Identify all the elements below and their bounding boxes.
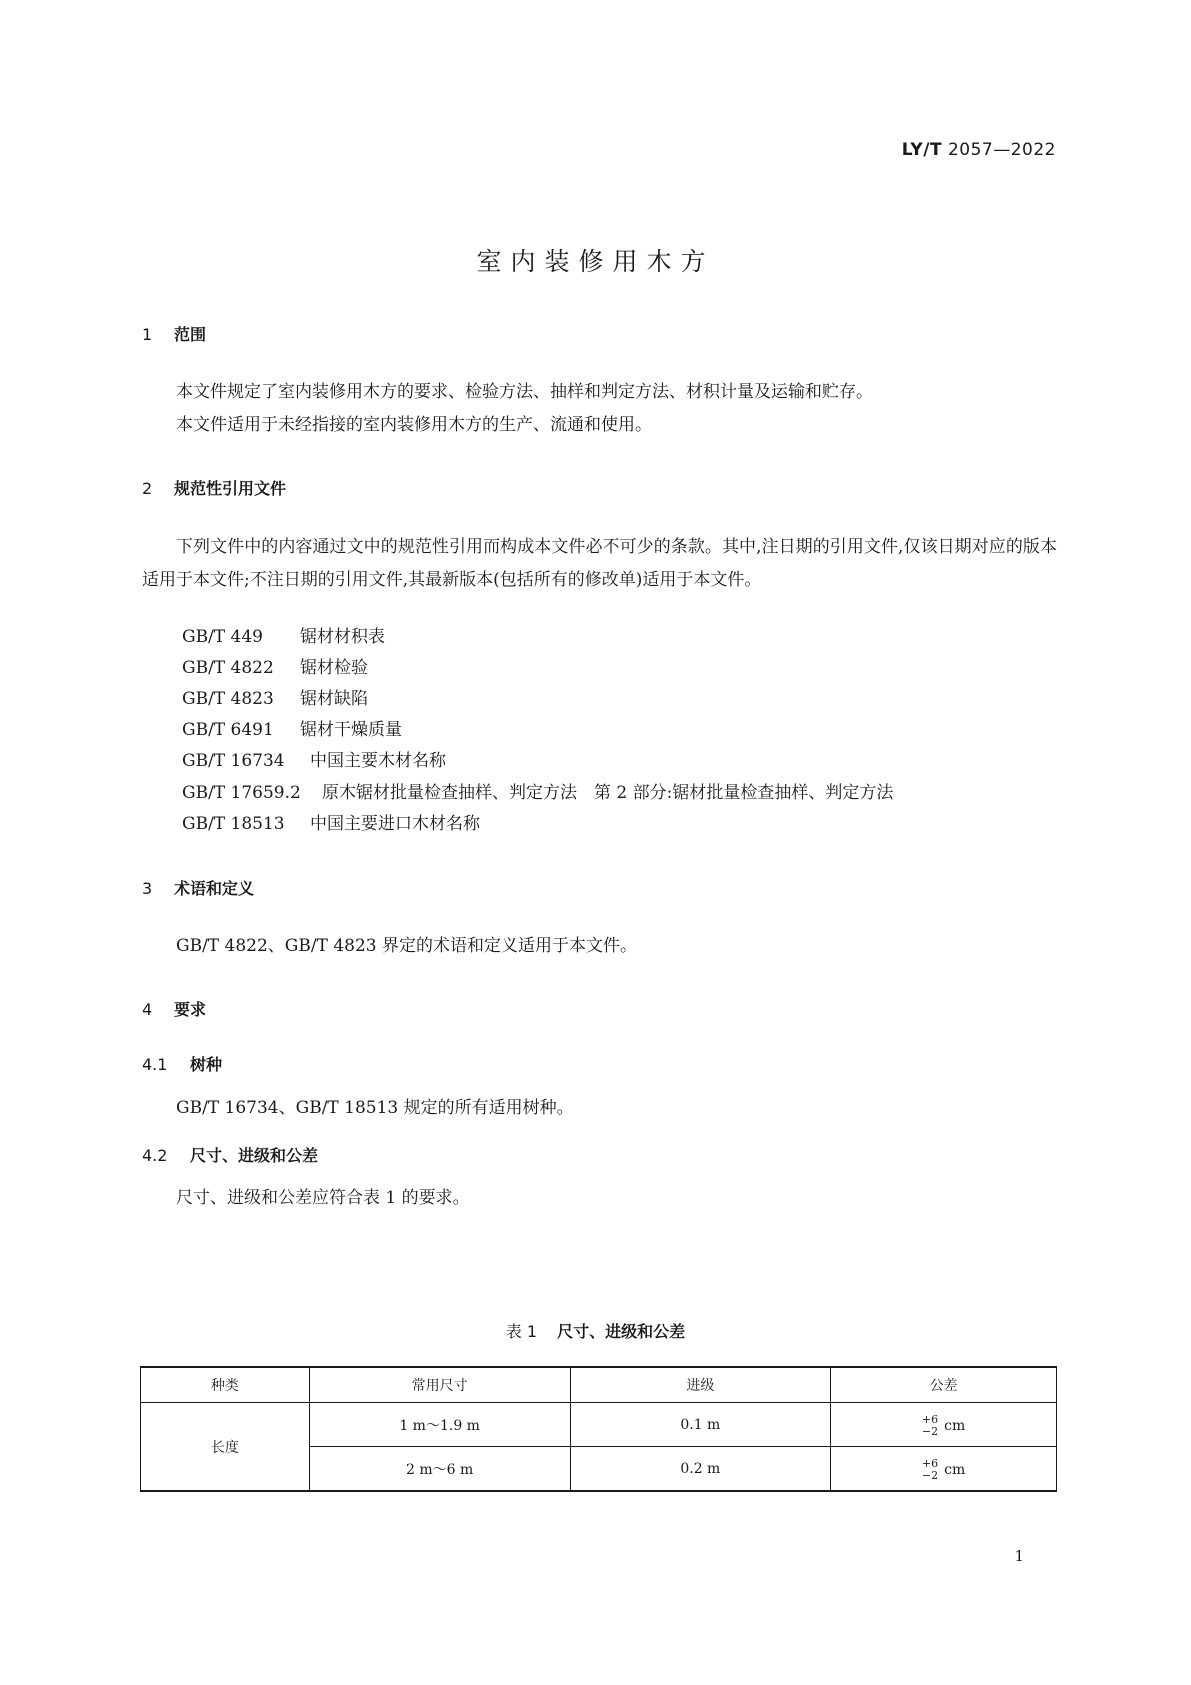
size-tolerance-table (140, 1366, 1057, 1492)
section-title: 要求 (174, 1000, 207, 1019)
tolerance-upper: +6 (921, 1457, 939, 1470)
section-2-heading (142, 476, 286, 499)
section-title: 术语和定义 (174, 879, 255, 898)
column-header: 种类 (141, 1367, 310, 1403)
section-number: 1 (142, 325, 153, 344)
document-title: 室内装修用木方 (476, 247, 715, 276)
subsection-4-1-heading (142, 1052, 222, 1075)
tolerance-upper: +6 (921, 1413, 939, 1426)
table-row (141, 1403, 1057, 1447)
column-header: 常用尺寸 (309, 1367, 570, 1403)
reference-name: 中国主要进口木材名称 (310, 814, 480, 834)
section-number: 3 (142, 879, 153, 898)
reference-item (182, 778, 893, 809)
section-2-paragraph: 下列文件中的内容通过文中的规范性引用而构成本文件必不可少的条款。其中,注日期的引用文件,仅该日期对应的版本适用于本文件;不注日期的引用文件,其最新版本(包括所有的修改单)适用于本文件。 (142, 537, 1057, 590)
step-cell: 0.1 m (570, 1403, 831, 1447)
table-caption (0, 1319, 1191, 1342)
size-cell: 2 m～6 m (309, 1447, 570, 1492)
table-header-row (141, 1367, 1057, 1403)
standard-number: 2057—2022 (947, 140, 1056, 160)
reference-code: GB/T 4822 (182, 658, 274, 678)
reference-item (182, 684, 368, 715)
reference-name: 原木锯材批量检查抽样、判定方法 第 2 部分:锯材批量检查抽样、判定方法 (322, 783, 894, 803)
tolerance-unit: cm (944, 1418, 966, 1434)
reference-name: 锯材材积表 (300, 627, 385, 647)
reference-name: 锯材干燥质量 (300, 720, 402, 740)
table-number: 表 1 (505, 1322, 538, 1341)
column-header: 公差 (831, 1367, 1057, 1403)
tolerance-cell (831, 1403, 1057, 1447)
step-cell: 0.2 m (570, 1447, 831, 1492)
subsection-title: 尺寸、进级和公差 (190, 1146, 319, 1165)
reference-item (182, 653, 368, 684)
column-header: 进级 (570, 1367, 831, 1403)
standard-prefix: LY/T (901, 140, 943, 160)
reference-item (182, 809, 480, 840)
section-3-paragraph: GB/T 4822、GB/T 4823 界定的术语和定义适用于本文件。 (176, 936, 638, 956)
standard-code (902, 140, 1056, 160)
reference-code: GB/T 16734 (182, 751, 285, 771)
table-title: 尺寸、进级和公差 (557, 1322, 686, 1341)
reference-item (182, 715, 402, 746)
tolerance-unit: cm (944, 1462, 966, 1478)
tolerance-lower: −2 (921, 1425, 939, 1438)
subsection-4-2-heading (142, 1143, 318, 1166)
category-cell: 长度 (141, 1403, 310, 1492)
subsection-number: 4.1 (142, 1055, 168, 1074)
subsection-number: 4.2 (142, 1146, 168, 1165)
section-number: 2 (142, 479, 153, 498)
reference-name: 锯材缺陷 (300, 689, 368, 709)
section-1-heading (142, 322, 206, 345)
reference-name: 中国主要木材名称 (310, 751, 446, 771)
reference-name: 锯材检验 (300, 658, 368, 678)
reference-code: GB/T 6491 (182, 720, 274, 740)
subsection-title: 树种 (190, 1055, 223, 1074)
subsection-4-2-paragraph: 尺寸、进级和公差应符合表 1 的要求。 (176, 1188, 470, 1208)
tolerance-cell (831, 1447, 1057, 1492)
subsection-4-1-paragraph: GB/T 16734、GB/T 18513 规定的所有适用树种。 (176, 1098, 574, 1118)
section-title: 规范性引用文件 (174, 479, 287, 498)
section-number: 4 (142, 1000, 153, 1019)
size-cell: 1 m～1.9 m (309, 1403, 570, 1447)
section-4-heading (142, 997, 206, 1020)
section-title: 范围 (174, 325, 207, 344)
reference-item (182, 746, 446, 777)
tolerance-lower: −2 (921, 1469, 939, 1482)
reference-code: GB/T 4823 (182, 689, 274, 709)
section-1-paragraph-2: 本文件适用于未经指接的室内装修用木方的生产、流通和使用。 (176, 415, 652, 435)
reference-code: GB/T 449 (182, 627, 263, 647)
reference-code: GB/T 18513 (182, 814, 285, 834)
reference-code: GB/T 17659.2 (182, 783, 301, 803)
reference-item (182, 622, 385, 653)
page-number: 1 (1014, 1547, 1024, 1565)
section-1-paragraph-1: 本文件规定了室内装修用木方的要求、检验方法、抽样和判定方法、材积计量及运输和贮存。 (176, 382, 873, 402)
section-3-heading (142, 876, 254, 899)
